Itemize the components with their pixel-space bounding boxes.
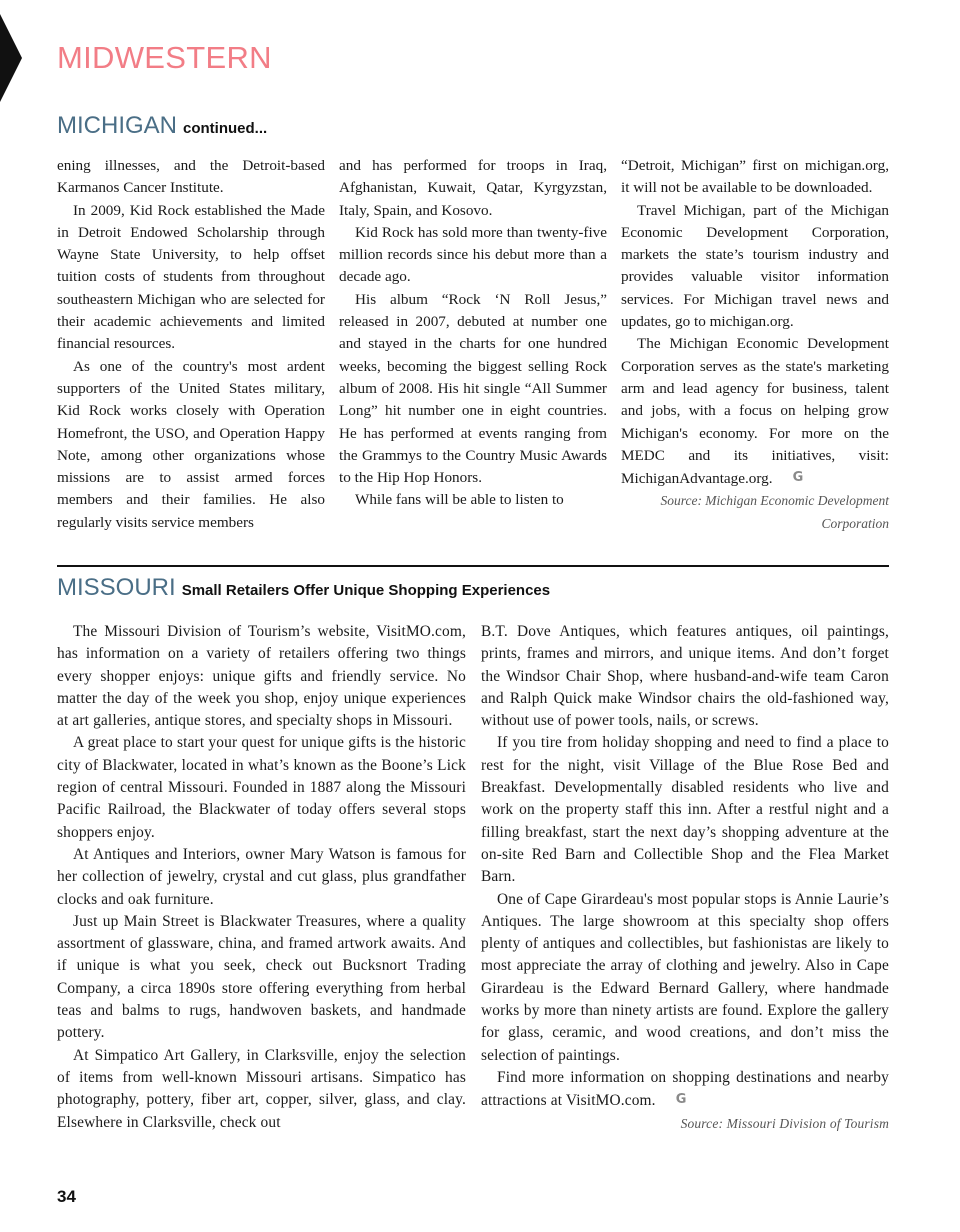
paragraph: Kid Rock has sold more than twenty-five million records since his debut more than a decade ago.	[339, 223, 607, 286]
section-tab-marker	[0, 14, 22, 102]
paragraph-text: The Michigan Economic Development Corporation serves as the state's marketing arm and lead agency for business, talent and jobs, with a focus on helping grow Michigan's economy. For more on the MEDC and its initiatives, visit: MichiganAdvantage.org.	[621, 335, 889, 488]
paragraph: “Detroit, Michigan” first on michigan.org, it will not be available to be downloaded.	[621, 157, 889, 197]
page-number: 34	[57, 1187, 76, 1206]
paragraph: and has performed for troops in Iraq, Afghanistan, Kuwait, Qatar, Kyrgyzstan, Italy, Spain, and Kosovo.	[339, 157, 607, 219]
michigan-column-3	[621, 155, 889, 535]
paragraph: B.T. Dove Antiques, which features antiques, oil paintings, prints, frames and mirrors, and unique items. And don’t forget the Windsor Chair Shop, where husband-and-wife team Caron and Ralph Quick make Windsor chairs the old-fashioned way, without use of power tools, nails, or screws.	[481, 623, 889, 730]
paragraph: Just up Main Street is Blackwater Treasures, where a quality assortment of glassware, china, and framed artwork awaits. And if unique is what you seek, check out Bucksnort Trading Company, a circa 1890s store offering everything from herbal teas and balms to rugs, handwoven baskets, and handmade pottery.	[57, 912, 466, 1042]
michigan-column-1	[57, 155, 325, 534]
michigan-subtitle: continued...	[183, 120, 268, 137]
michigan-title: MICHIGAN	[57, 112, 177, 139]
missouri-heading	[57, 574, 550, 602]
paragraph: While fans will be able to listen to	[355, 491, 564, 509]
michigan-column-2	[339, 155, 607, 512]
paragraph	[621, 333, 889, 490]
paragraph: One of Cape Girardeau's most popular stops is Annie Laurie’s Antiques. The large showroom at this specialty shop offers plenty of antiques and collectibles, but fashionistas are likely to most appreciate the array of clothing and jewelry. Also in Cape Girardeau is the Edward Bernard Gallery, where handmade works by more than ninety artists are found. Explore the gallery for glass, ceramic, and wood creations, and don’t miss the selection of paintings.	[481, 890, 889, 1064]
paragraph-text: Find more information on shopping destinations and nearby attractions at VisitMO.com.	[481, 1068, 889, 1110]
michigan-heading	[57, 112, 267, 140]
paragraph: ening illnesses, and the Detroit-based Karmanos Cancer Institute.	[57, 157, 325, 197]
paragraph: At Simpatico Art Gallery, in Clarksville, enjoy the selection of items from well-known Missouri artisans. Simpatico has photography, pottery, fiber art, copper, silver, glass, and clay. Elsewhere in Clarksville, check out	[57, 1046, 466, 1131]
section-divider	[57, 565, 889, 567]
paragraph: In 2009, Kid Rock established the Made in Detroit Endowed Scholarship through Wayne State University, to help offset tuition costs of students from throughout southeastern Michigan who are selected for their academic achievements and limited financial resources.	[57, 201, 325, 353]
missouri-column-2	[481, 621, 889, 1135]
paragraph: At Antiques and Interiors, owner Mary Watson is famous for her collection of jewelry, crystal and cut glass, plus grandfather clocks and oak furniture.	[57, 845, 466, 908]
paragraph: Travel Michigan, part of the Michigan Economic Development Corporation, markets the state’s tourism industry and provides valuable visitor information services. For Michigan travel news and updates, go to michigan.org.	[621, 201, 889, 331]
missouri-column-1	[57, 621, 466, 1134]
paragraph	[481, 1067, 889, 1113]
paragraph: A great place to start your quest for unique gifts is the historic city of Blackwater, located in what’s known as the Boone’s Lick region of central Missouri. Founded in 1887 along the Missouri Pacific Railroad, the Blackwater of today offers several stops shoppers enjoy.	[57, 734, 466, 841]
paragraph: His album “Rock ‘N Roll Jesus,” released in 2007, debuted at number one and stayed in the charts for one hundred weeks, becoming the biggest selling Rock album of 2008. His hit single “All Summer Long” hit number one in eight countries. He has performed at events ranging from the Grammys to the Country Music Awards to the Hip Hop Honors.	[339, 290, 607, 487]
end-mark-icon: G	[675, 1092, 687, 1108]
missouri-source: Source: Missouri Division of Tourism	[680, 1115, 889, 1131]
missouri-subtitle: Small Retailers Offer Unique Shopping Experiences	[181, 582, 551, 599]
paragraph: As one of the country's most ardent supporters of the United States military, Kid Rock works closely with Operation Homefront, the USO, and Operation Happy Note, among other organizations whose missions are to assist armed forces members and their families. He also regularly visits service members	[57, 357, 325, 531]
missouri-title: MISSOURI	[57, 574, 176, 601]
end-mark-icon: G	[792, 470, 804, 486]
michigan-source: Source: Michigan Economic Development Corporation	[660, 493, 889, 531]
paragraph: The Missouri Division of Tourism’s website, VisitMO.com, has information on a variety of retailers offering two things every shopper enjoys: unique gifts and friendly service. No matter the day of the week you shop, enjoy unique experiences at art galleries, antique stores, and specialty shops in Missouri.	[57, 623, 466, 730]
section-label: MIDWESTERN	[57, 40, 272, 75]
paragraph: If you tire from holiday shopping and need to find a place to rest for the night, visit Village of the Blue Rose Bed and Breakfast. Developmentally disabled residents who live and work on the property staff this inn. After a restful night and a filling breakfast, start the next day’s shopping adventure at the on-site Red Barn and Collectible Shop and the Flea Market Barn.	[481, 734, 889, 886]
